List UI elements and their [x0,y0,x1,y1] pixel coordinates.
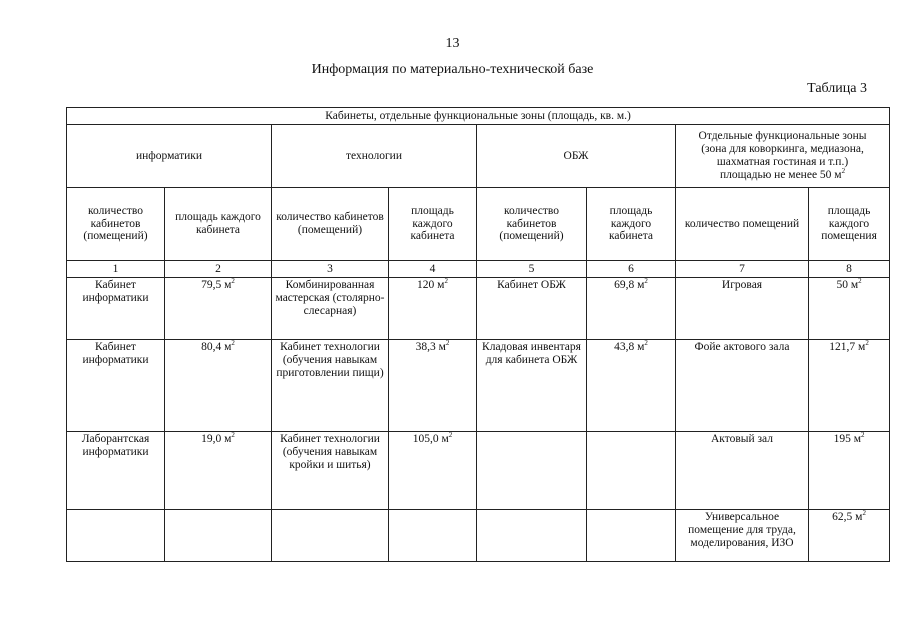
cell-zone-room: Актовый зал [676,432,809,510]
cell-technology-area: 38,3 $м^2$ [389,340,477,432]
cell-obzh-area [587,510,676,562]
table-caption: Кабинеты, отдельные функциональные зоны (площадь, кв. м.) [67,108,890,125]
zones-line3: шахматная гостиная и т.п.) [716,156,849,168]
cell-informatics-area [165,510,272,562]
col-number: 8 [809,261,890,278]
col-number: 2 [165,261,272,278]
table-row [67,432,890,510]
zones-sup: 2 [841,167,846,176]
page-number: 13 [445,36,460,51]
cell-technology-area [389,510,477,562]
subheader-6: площадь каждого кабинета [587,188,676,261]
table-label: Таблица 3 [807,81,867,96]
table-row [67,340,890,432]
cell-obzh-area: 69,8 $м^2$ [587,278,676,340]
group-header-functional-zones [676,125,890,188]
subheader-row [67,188,890,261]
caption-row [67,108,890,125]
cell-technology-room: Комбинированная мастерская (столярно-слесарная) [272,278,389,340]
zones-line4: площадью не менее 50 м [720,168,842,181]
cell-technology-area: 105,0 $м^2$ [389,432,477,510]
cell-zone-room: Фойе актового зала [676,340,809,432]
cell-informatics-area: 19,0 $м^2$ [165,432,272,510]
col-number: 6 [587,261,676,278]
cell-informatics-area: 80,4 $м^2$ [165,340,272,432]
cell-informatics-room: Кабинет информатики [67,340,165,432]
cell-technology-area: 120 $м^2$ [389,278,477,340]
col-number: 7 [676,261,809,278]
cell-obzh-room [477,432,587,510]
subheader-3: количество кабинетов (помещений) [272,188,389,261]
cell-technology-room: Кабинет технологии (обучения навыкам приготовлении пищи) [272,340,389,432]
subheader-4: площадь каждого кабинета [389,188,477,261]
cell-informatics-room: Кабинет информатики [67,278,165,340]
group-header-row [67,125,890,188]
material-base-table [66,107,890,562]
cell-informatics-room: Лаборантская информатики [67,432,165,510]
subheader-1: количество кабинетов (помещений) [67,188,165,261]
table-row [67,510,890,562]
col-number: 3 [272,261,389,278]
cell-technology-room [272,510,389,562]
subheader-7: количество помещений [676,188,809,261]
subheader-5: количество кабинетов (помещений) [477,188,587,261]
group-header-technology: технологии [272,125,477,188]
table-row [67,278,890,340]
cell-informatics-area: 79,5 $м^2$ [165,278,272,340]
col-number: 1 [67,261,165,278]
subheader-8: площадь каждого помещения [809,188,890,261]
document-title: Информация по материально-технической базе [311,62,594,77]
cell-technology-room: Кабинет технологии (обучения навыкам кройки и шитья) [272,432,389,510]
group-header-informatics: информатики [67,125,272,188]
col-number: 4 [389,261,477,278]
subheader-2: площадь каждого кабинета [165,188,272,261]
cell-obzh-room [477,510,587,562]
cell-zone-area: 50 $м^2$ [809,278,890,340]
group-header-obzh: ОБЖ [477,125,676,188]
col-number: 5 [477,261,587,278]
cell-informatics-room [67,510,165,562]
cell-obzh-area [587,432,676,510]
cell-zone-room: Универсальное помещение для труда, моделирования, ИЗО [676,510,809,562]
zones-line2: (зона для коворкинга, медиазона, [701,143,864,156]
cell-zone-room: Игровая [676,278,809,340]
cell-zone-area: 62,5 $м^2$ [809,510,890,562]
cell-obzh-room: Кладовая инвентаря для кабинета ОБЖ [477,340,587,432]
cell-obzh-room: Кабинет ОБЖ [477,278,587,340]
column-number-row [67,261,890,278]
cell-obzh-area: 43,8 $м^2$ [587,340,676,432]
cell-zone-area: 195 $м^2$ [809,432,890,510]
cell-zone-area: 121,7 $м^2$ [809,340,890,432]
zones-line1: Отдельные функциональные зоны [698,130,867,143]
